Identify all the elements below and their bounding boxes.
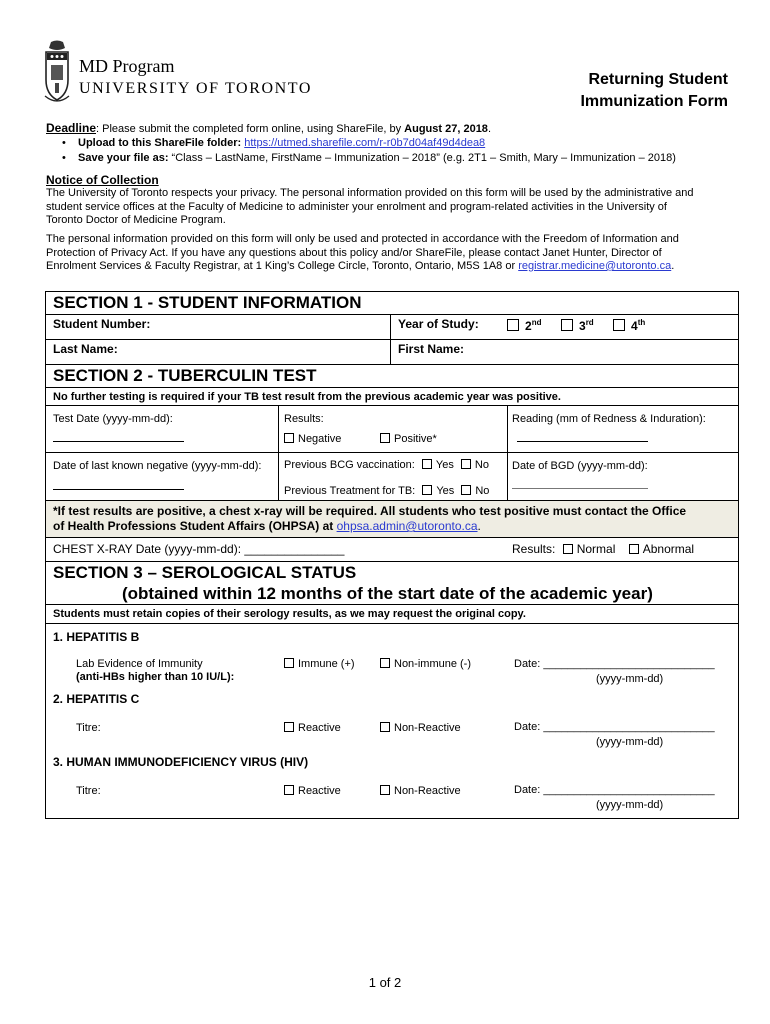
tb-note: No further testing is required if your TB test result from the previous academic year was positive. [53,391,561,403]
hiv-reactive-checkbox[interactable] [284,785,294,795]
positive-option[interactable] [380,433,437,446]
notice-p2-line3 [46,260,679,274]
hepatitis-c-heading: 2. HEPATITIS C [53,692,140,706]
year-4-checkbox[interactable] [613,319,625,331]
deadline-date: August 27, 2018 [404,123,488,135]
abnormal-label: Abnormal [642,542,695,556]
year-4-option[interactable] [613,316,645,333]
negative-checkbox[interactable] [284,433,294,443]
notice-p1-line1: The University of Toronto respects your privacy. The personal information provided on this form will be used by the administrative and [46,187,694,199]
program-name: MD Program [79,56,175,76]
prev-treatment-label: Previous Treatment for TB: [284,485,416,497]
deadline-line [46,122,491,136]
bullet-icon: • [62,152,66,164]
year-4-suffix: th [637,318,646,327]
nonimmune-option[interactable] [380,658,471,671]
section3-subtitle: (obtained within 12 months of the start date of the academic year) [122,584,653,603]
positive-label: Positive* [394,433,437,445]
hiv-date-row [514,784,715,797]
notice-p1-line2: student service offices at the Faculty of Medicine to administer your enrolment and program-related activities in the University of [46,200,667,213]
negative-label: Negative [298,433,342,445]
hepc-date-row [514,721,715,734]
section3-title: SECTION 3 – SEROLOGICAL STATUS [53,563,357,582]
immune-option[interactable] [284,658,355,671]
hiv-reactive-label: Reactive [298,785,341,797]
hepc-reactive-checkbox[interactable] [284,722,294,732]
hepc-reactive-option[interactable] [284,722,341,735]
hepc-date-label: Date: [514,721,544,733]
bullet-icon: • [62,137,66,149]
treatment-no-checkbox[interactable] [461,485,471,495]
section1-title: SECTION 1 - STUDENT INFORMATION [53,293,362,312]
year-2-label: 2 [525,319,532,333]
hepb-date-row [514,658,715,671]
year-3-label: 3 [579,319,586,333]
university-crest-logo [42,40,72,106]
hepb-date-label: Date: [514,658,544,670]
divider [45,405,739,406]
negative-option[interactable] [284,433,341,446]
treatment-no-label: No [475,485,490,497]
hiv-heading: 3. HUMAN IMMUNODEFICIENCY VIRUS (HIV) [53,755,309,769]
normal-label: Normal [576,542,616,556]
hiv-titre-label: Titre: [76,785,101,797]
save-text: “Class – LastName, FirstName – Immunization – 2018” (e.g. 2T1 – Smith, Mary – Immunization – 2018) [171,152,676,164]
first-name-label: First Name: [398,342,465,356]
bgd-date-field[interactable] [512,488,648,489]
notice-paragraph-2 [46,233,679,274]
results-label: Results: [284,413,324,425]
hepc-reactive-label: Reactive [298,722,341,734]
last-name-label: Last Name: [53,342,118,356]
year-2-suffix: nd [531,318,542,327]
divider [45,314,739,315]
divider [45,452,739,453]
hepc-titre-label: Titre: [76,722,101,734]
xray-results-row [512,543,694,556]
treatment-yes-checkbox[interactable] [422,485,432,495]
hepb-lab-label: Lab Evidence of Immunity [76,658,203,670]
year-3-suffix: rd [585,318,594,327]
bcg-label: Previous BCG vaccination: [284,459,415,471]
divider [45,604,739,605]
prev-treatment-row [284,485,489,498]
hiv-nonreactive-option[interactable] [380,785,461,798]
form-title-line2: Immunization Form [580,93,728,110]
bcg-no-checkbox[interactable] [461,459,471,469]
hepb-anti-label: (anti-HBs higher than 10 IU/L): [76,671,235,683]
xray-results-label: Results: [512,542,556,556]
divider [45,623,739,624]
divider [45,339,739,340]
notice-p1-line3: Toronto Doctor of Medicine Program. [46,214,226,226]
abnormal-checkbox[interactable] [629,544,639,554]
hepc-nonreactive-option[interactable] [380,722,461,735]
hepc-nonreactive-checkbox[interactable] [380,722,390,732]
hepatitis-b-heading: 1. HEPATITIS B [53,630,140,644]
nonimmune-label: Non-immune (-) [394,658,472,670]
page-number: 1 of 2 [368,975,402,990]
reading-field[interactable] [517,441,648,442]
hiv-date-format: (yyyy-mm-dd) [596,799,664,811]
hiv-date-label: Date: [514,784,544,796]
registrar-email-link[interactable]: registrar.medicine@utoronto.ca [518,260,672,272]
deadline-end: . [487,123,491,135]
section2-title: SECTION 2 - TUBERCULIN TEST [53,366,317,385]
hepc-date-field[interactable]: ____________________________ [543,721,715,733]
hepb-date-field[interactable]: ____________________________ [543,658,715,670]
xray-warning-line2 [53,519,481,533]
nonimmune-checkbox[interactable] [380,658,390,668]
xray-warning-end: . [477,519,481,533]
last-negative-label: Date of last known negative (yyyy-mm-dd): [53,460,262,472]
test-date-field[interactable] [53,441,184,442]
normal-checkbox[interactable] [563,544,573,554]
treatment-yes-label: Yes [436,485,455,497]
upload-label: Upload to this ShareFile folder: [78,137,245,149]
deadline-text: : Please submit the completed form online, using ShareFile, by [96,123,405,135]
bullet-save [62,152,676,165]
bcg-yes-checkbox[interactable] [422,459,432,469]
year-of-study-label: Year of Study: [398,317,479,331]
xray-date-row [53,543,344,556]
bgd-date-label: Date of BGD (yyyy-mm-dd): [512,460,648,472]
year-3-checkbox[interactable] [561,319,573,331]
immune-checkbox[interactable] [284,658,294,668]
form-title-line1: Returning Student [588,71,728,88]
bcg-yes-label: Yes [435,459,454,471]
bcg-no-label: No [474,459,489,471]
hiv-nonreactive-checkbox[interactable] [380,785,390,795]
serology-note: Students must retain copies of their serology results, as we may request the original copy. [53,608,526,620]
hepc-date-format: (yyyy-mm-dd) [596,736,664,748]
year-4-label: 4 [631,319,638,333]
reading-label: Reading (mm of Redness & Induration): [512,413,706,425]
student-number-label: Student Number: [53,317,151,331]
xray-date-label: CHEST X-RAY Date (yyyy-mm-dd): [53,542,245,556]
year-3-option[interactable] [561,316,594,333]
immune-label: Immune (+) [298,658,355,670]
hiv-reactive-option[interactable] [284,785,341,798]
divider [45,387,739,388]
university-name: UNIVERSITY OF TORONTO [79,80,313,97]
bullet-upload [62,137,485,150]
divider [45,537,739,538]
hiv-nonreactive-label: Non-Reactive [394,785,461,797]
year-2-option[interactable] [507,316,541,333]
notice-p2-line3-text: Enrolment Services & Faculty Registrar, at 1 King’s College Circle, Toronto, Ontario, M5S 1A8 or [46,260,519,272]
last-negative-field[interactable] [53,489,184,490]
notice-heading: Notice of Collection [46,173,159,187]
xray-warning-line1: *If test results are positive, a chest x-ray will be required. All students who test positive must contact the Office [53,504,687,518]
hiv-date-field[interactable]: ____________________________ [543,784,715,796]
notice-end: . [671,260,675,272]
xray-warning-text: of Health Professions Student Affairs (OHPSA) at [53,519,337,533]
xray-date-field[interactable]: _______________ [244,542,345,556]
deadline-label: Deadline [46,121,97,135]
positive-checkbox[interactable] [380,433,390,443]
notice-paragraph-1 [46,187,693,228]
hepc-nonreactive-label: Non-Reactive [394,722,461,734]
hepb-date-format: (yyyy-mm-dd) [596,673,664,685]
bcg-row [284,459,489,472]
save-label: Save your file as: [78,152,172,164]
notice-p2-line1: The personal information provided on this form will only be used and protected in accordance with the Freedom of Information and [46,233,679,245]
notice-p2-line2: Protection of Privacy Act. If you have any questions about this policy and/or ShareFile, please contact Janet Hunter, Director of [46,246,662,259]
sharefile-link[interactable]: https://utmed.sharefile.com/r-r0b7d04af49d4dea8 [244,137,486,149]
test-date-label: Test Date (yyyy-mm-dd): [53,413,173,425]
divider [45,364,739,365]
year-2-checkbox[interactable] [507,319,519,331]
divider [45,561,739,562]
ohpsa-email-link[interactable]: ohpsa.admin@utoronto.ca [336,519,478,533]
